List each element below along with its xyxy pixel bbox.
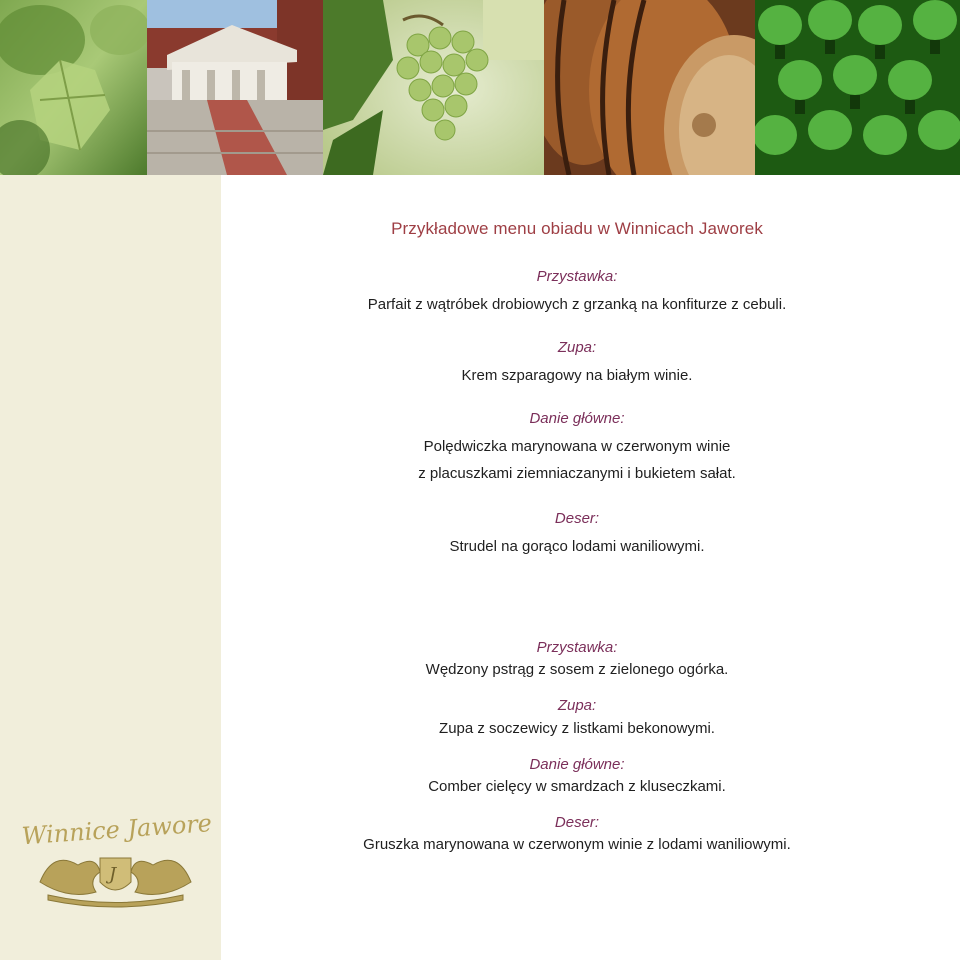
winery-building-photo (147, 0, 323, 175)
menu1-soup-heading: Zupa: (557, 339, 597, 356)
menu-content (221, 175, 960, 960)
svg-text:J: J (109, 864, 117, 885)
menu1-main-dish-line1: Polędwiczka marynowana w czerwonym winie (423, 438, 731, 455)
green-bottles-photo (755, 0, 960, 175)
logo-wordmark: Winnice Jaworek (20, 810, 213, 851)
wine-barrels-photo (544, 0, 755, 175)
menu2-soup-heading: Zupa: (557, 697, 597, 714)
menu2-dessert-heading: Deser: (554, 814, 600, 831)
winnice-jaworek-logo (18, 810, 213, 910)
photo-banner (0, 0, 960, 175)
menu-title: Przykładowe menu obiadu w Winnicach Jaworek (391, 219, 763, 238)
menu1-dessert-dish: Strudel na gorąco lodami waniliowymi. (449, 538, 705, 555)
menu2-dessert-dish: Gruszka marynowana w czerwonym winie z lodami waniliowymi. (363, 836, 791, 853)
menu2-main-heading: Danie główne: (529, 756, 625, 773)
menu1-main-dish-line2: z placuszkami ziemniaczanymi i bukietem sałat. (418, 465, 736, 482)
menu2-starter-heading: Przystawka: (536, 639, 618, 656)
vine-leaf-photo (0, 0, 147, 175)
menu1-starter-heading: Przystawka: (536, 268, 618, 285)
menu1-starter-dish: Parfait z wątróbek drobiowych z grzanką na konfiturze z cebuli. (367, 296, 787, 313)
menu1-dessert-heading: Deser: (554, 510, 600, 527)
menu2-starter-dish: Wędzony pstrąg z sosem z zielonego ogórka. (425, 661, 729, 678)
menu2-soup-dish: Zupa z soczewicy z listkami bekonowymi. (439, 720, 715, 737)
menu1-soup-dish: Krem szparagowy na białym winie. (461, 367, 693, 384)
sidebar-panel (0, 175, 221, 960)
menu1-main-heading: Danie główne: (529, 410, 625, 427)
grapes-photo (323, 0, 544, 175)
menu2-main-dish: Comber cielęcy w smardzach z kluseczkami. (428, 778, 726, 795)
